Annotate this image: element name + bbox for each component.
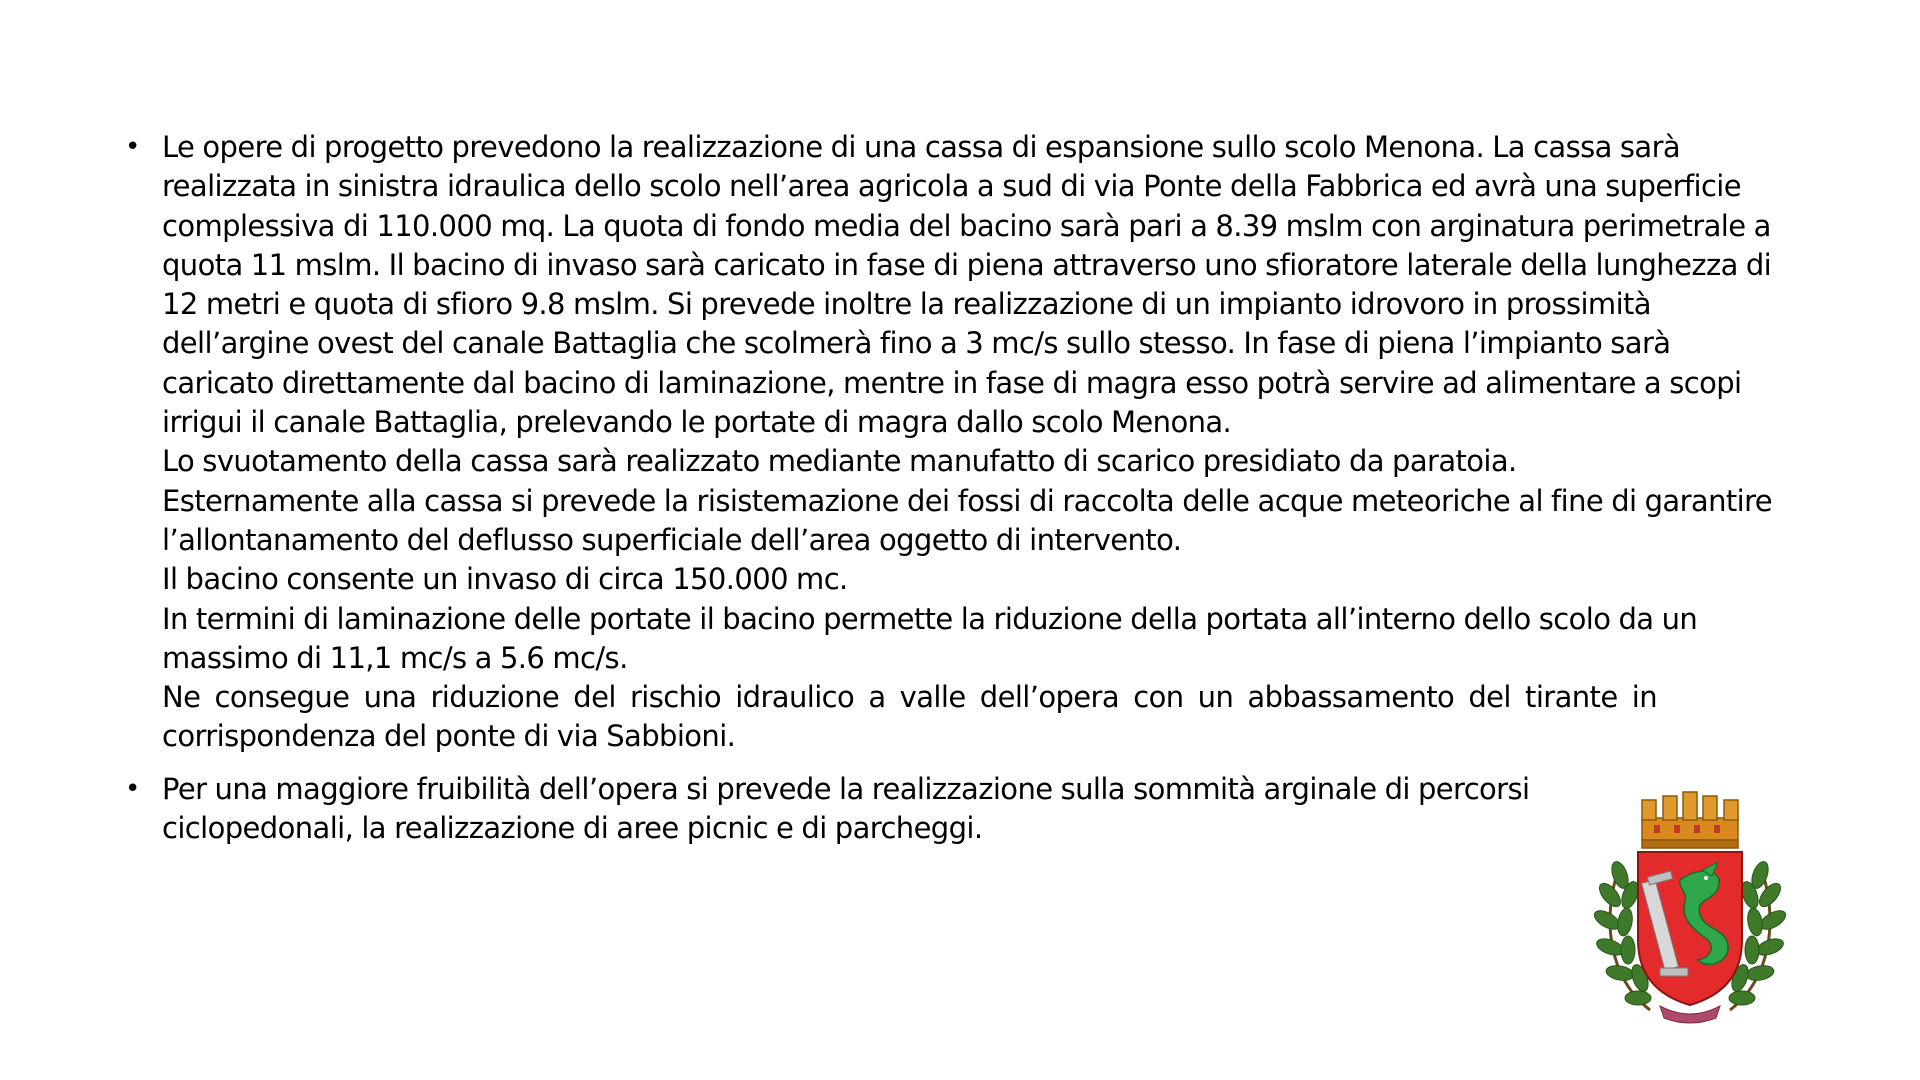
paragraph: Ne consegue una riduzione del rischio idraulico a valle dell’opera con un abbassamento del tirante in [162, 680, 1657, 715]
paragraph: Le opere di progetto prevedono la realizzazione di una cassa di espansione sullo scolo Menona. La cassa sarà realizzata in sinistra idraulica dello scolo nell’area agricola a sud di via Ponte della Fabbrica ed avrà una superficie complessiva di 110.000 mq. La quota di fondo media del bacino sarà pari a 8.39 mslm con arginatura perimetrale a quota 11 mslm. Il bacino di invaso sarà caricato in fase di piena attraverso uno sfioratore laterale della lunghezza di 12 metri e quota di sfioro 9.8 mslm. Si prevede inoltre la realizzazione di un impianto idrovoro in prossimità dell’argine ovest del canale Battaglia che scolmerà fino a 3 mc/s sullo stesso. In fase di piena l’impianto sarà caricato direttamente dal bacino di laminazione, mentre in fase di magra esso potrà servire ad alimentare a scopi irrigui il canale Battaglia, prelevando le portate di magra dallo scolo Menona. [162, 130, 1772, 440]
municipal-coat-of-arms-icon [1590, 770, 1790, 1030]
bullet-item-1 [121, 128, 1781, 757]
paragraph: In termini di laminazione delle portate il bacino permette la riduzione della portata all’interno dello scolo da un massimo di 11,1 mc/s a 5.6 mc/s. [162, 601, 1698, 675]
paragraph: Esternamente alla cassa si prevede la risistemazione dei fossi di raccolta delle acque meteoriche al fine di garantire l’allontanamento del deflusso superficiale dell’area oggetto di intervento. [162, 483, 1773, 557]
paragraph: corrispondenza del ponte di via Sabbioni. [162, 719, 736, 754]
paragraph: Per una maggiore fruibilità dell’opera si prevede la realizzazione sulla sommità arginale di percorsi ciclopedonali, la realizzazione di aree picnic e di parcheggi. [162, 771, 1530, 846]
bullet-item-2 [121, 770, 1781, 849]
bullet-marker: • [125, 773, 140, 804]
paragraph: Il bacino consente un invaso di circa 150.000 mc. [162, 562, 848, 597]
bullet-marker: • [125, 132, 140, 162]
paragraph: Lo svuotamento della cassa sarà realizzato mediante manufatto di scarico presidiato da paratoia. [162, 444, 1517, 479]
bullet-list [121, 128, 1781, 848]
